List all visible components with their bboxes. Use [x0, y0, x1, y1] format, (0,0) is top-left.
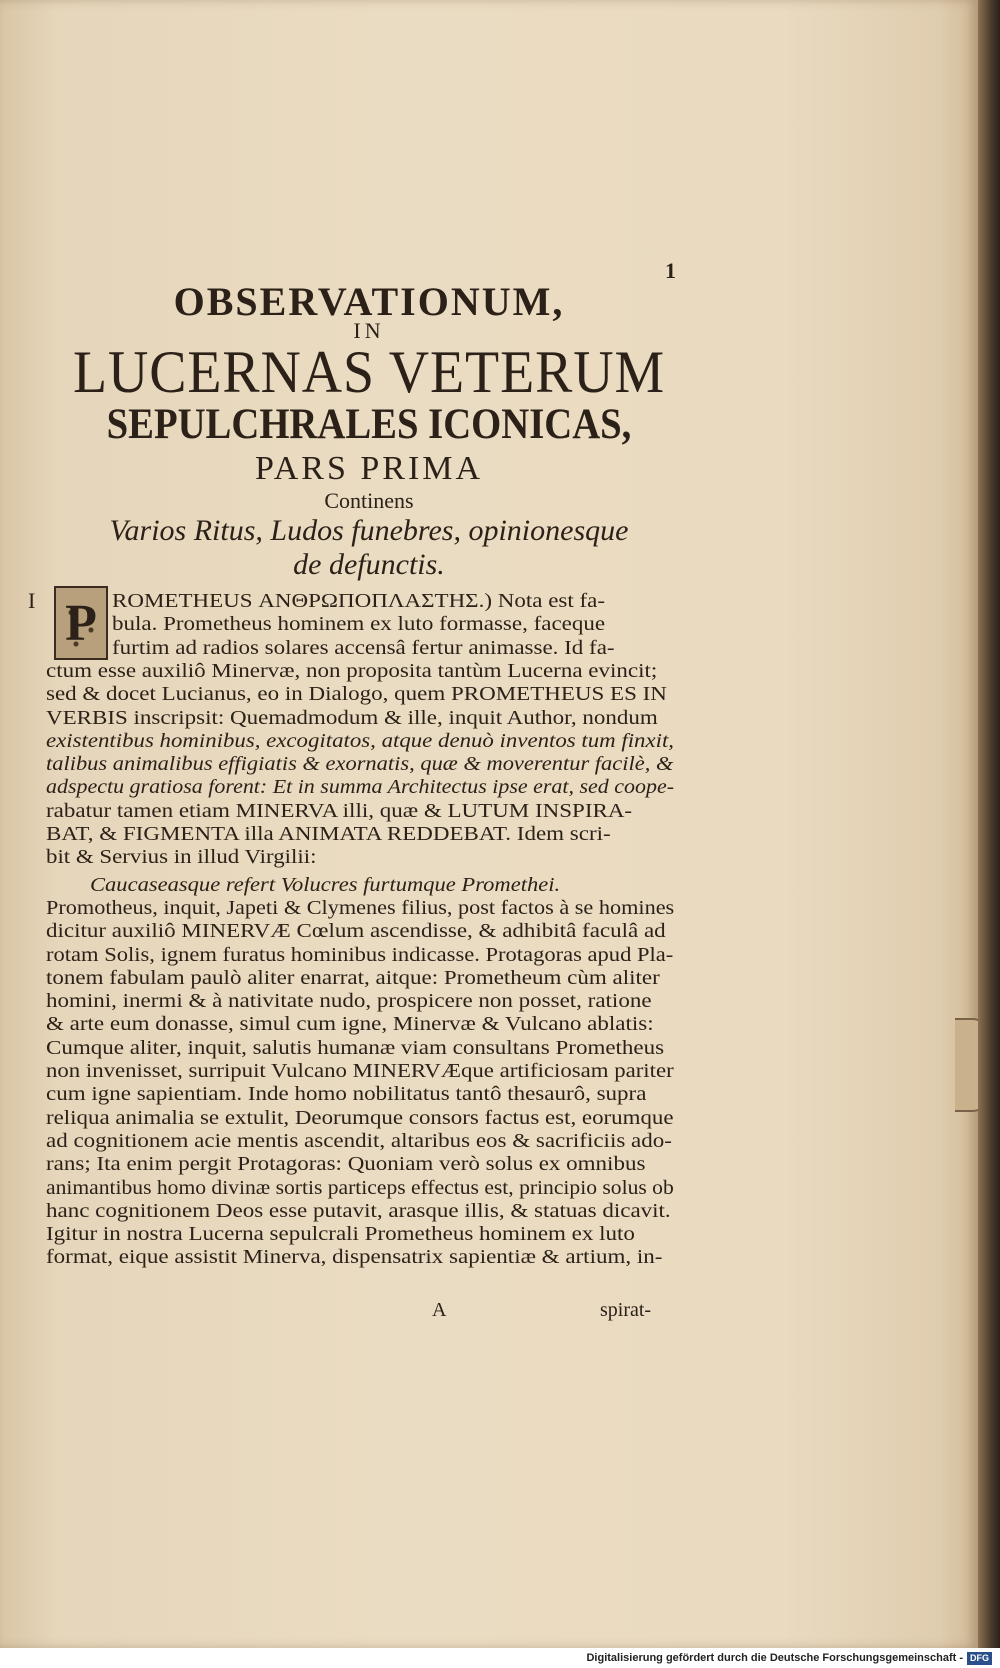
- body-line: bit & Servius in illud Virgilii:: [46, 846, 317, 869]
- body-line: talibus animalibus effigiatis & exornatis, quæ & moverentur facilè, &: [46, 753, 674, 776]
- body-line: rabatur tamen etiam MINERVA illi, quæ & LUTUM INSPIRA-: [46, 799, 633, 822]
- body-line: adspectu gratiosa forent: Et in summa Architectus ipse erat, sed coope-: [46, 776, 675, 799]
- body-line: rotam Solis, ignem furatus hominibus indicasse. Protagoras apud Pla-: [46, 943, 674, 966]
- body-line: furtim ad radios solares accensâ fertur animasse. Id fa-: [112, 636, 615, 659]
- body-line: Caucaseasque refert Volucres furtumque Promethei.: [90, 873, 561, 896]
- body-line: homini, inermi & à nativitate nudo, prospicere non posset, ratione: [46, 990, 652, 1013]
- title-line-2: IN: [353, 318, 385, 343]
- title-line-8: de defunctis.: [293, 548, 445, 581]
- body-line: ctum esse auxiliô Minervæ, non proposita tantùm Lucerna evincit;: [46, 659, 658, 682]
- body-line: hanc cognitionem Deos esse putavit, arasque illis, & statuas dicavit.: [46, 1199, 671, 1222]
- title-line-5: PARS PRIMA: [254, 450, 484, 487]
- title-line-3: LUCERNAS VETERUM: [72, 339, 666, 405]
- body-line: & arte eum donasse, simul cum igne, Minervæ & Vulcano ablatis:: [46, 1013, 654, 1036]
- body-line: animantibus homo divinæ sortis particeps effectus est, principio solus ob: [46, 1176, 674, 1199]
- body-line: bula. Prometheus hominem ex luto formasse, faceque: [112, 613, 606, 636]
- signature-mark: A: [432, 1299, 447, 1321]
- body-line: ad cognitionem acie mentis ascendit, altaribus eos & sacrificiis ado-: [46, 1129, 672, 1152]
- body-line: Promotheus, inquit, Japeti & Clymenes filius, post factos à se homines: [46, 896, 675, 919]
- body-line: existentibus hominibus, excogitatos, atque denuò inventos tum finxit,: [46, 729, 675, 752]
- body-line: tonem fabulam paulò aliter enarrat, aitque: Prometheum cùm aliter: [46, 966, 660, 989]
- body-line: VERBIS inscripsit: Quemadmodum & ille, inquit Author, nondum: [46, 706, 658, 729]
- body-line: format, eique assistit Minerva, dispensatrix sapientiæ & artium, in-: [46, 1246, 663, 1269]
- body-line: cum igne sapientiam. Inde homo nobilitatus tantô thesaurô, supra: [46, 1083, 647, 1106]
- body-line: reliqua animalia se extulit, Deorumque consors factus est, eorumque: [46, 1106, 674, 1129]
- body-line: rans; Ita enim pergit Protagoras: Quoniam verò solus ex omnibus: [46, 1153, 646, 1176]
- title-line-4: SEPULCHRALES ICONICAS,: [106, 401, 632, 448]
- body-line: dicitur auxiliô MINERVÆ Cœlum ascendisse, & adhibitâ faculâ ad: [46, 920, 666, 943]
- title-line-1: OBSERVATIONUM,: [173, 279, 565, 324]
- body-line: sed & docet Lucianus, eo in Dialogo, quem PROMETHEUS ES IN: [46, 683, 667, 706]
- body-line: non invenisset, surripuit Vulcano MINERVÆque artificiosam pariter: [46, 1060, 674, 1082]
- page-number: 1: [665, 258, 676, 283]
- body-line: Igitur in nostra Lucerna sepulcrali Prometheus hominem ex luto: [46, 1223, 635, 1246]
- section-number: I: [28, 588, 36, 613]
- dfg-logo-icon: DFG: [967, 1652, 992, 1665]
- title-line-7: Varios Ritus, Ludos funebres, opinionesque: [109, 514, 629, 547]
- body-line: ROMETHEUS ΑΝΘΡΩΠΟΠΛΑΣΤΗΣ.) Nota est fa-: [112, 590, 606, 612]
- book-edge: [978, 0, 1000, 1648]
- decorated-initial: P: [54, 586, 108, 660]
- title-line-6: Continens: [324, 488, 414, 513]
- body-line: BAT, & FIGMENTA illa ANIMATA REDDEBAT. Idem scri-: [46, 823, 611, 845]
- footer-credit: Digitalisierung gefördert durch die Deutsche Forschungsgemeinschaft -: [586, 1652, 963, 1664]
- catchword: spirat-: [600, 1299, 652, 1321]
- body-line: Cumque aliter, inquit, salutis humanæ viam consultans Prometheus: [46, 1036, 665, 1059]
- digitization-footer: [0, 1648, 1000, 1668]
